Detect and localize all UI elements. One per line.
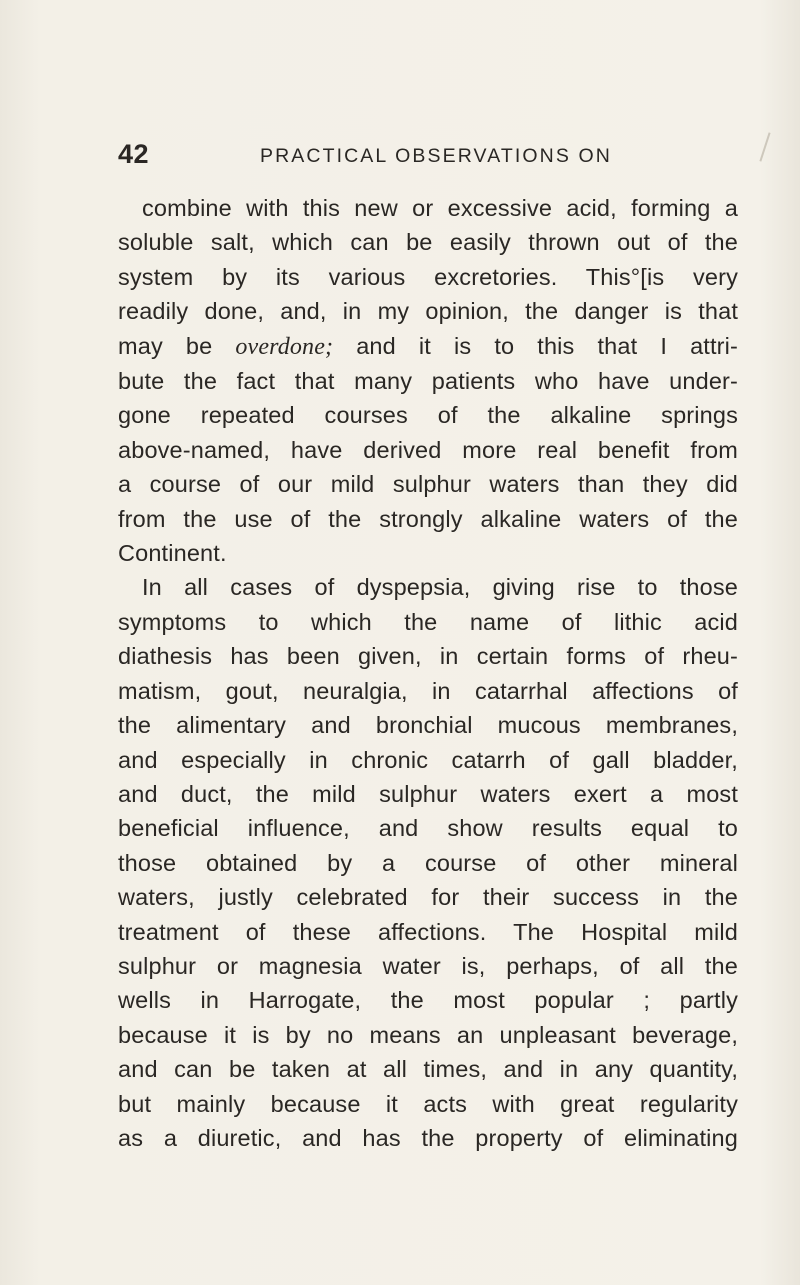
text-line: system by its various excretories. This°[is very [118, 263, 738, 290]
text-line: Continent. [118, 540, 227, 567]
text-line: beneficial influence, and show results equal to [118, 815, 738, 842]
text-segment: may be [118, 332, 236, 359]
italic-phrase: overdone; [235, 333, 334, 360]
text-line: from the use of the strongly alkaline waters of the [118, 505, 738, 532]
page-number: 42 [118, 139, 150, 169]
text-line: bute the fact that many patients who have under- [118, 368, 738, 395]
text-line: but mainly because it acts with great regularity [118, 1090, 738, 1117]
text-line: readily done, and, in my opinion, the danger is that [118, 298, 738, 325]
text-line: as a diuretic, and has the property of eliminating [118, 1124, 738, 1151]
text-line: because it is by no means an unpleasant beverage, [118, 1021, 738, 1048]
text-line: soluble salt, which can be easily thrown out of the [118, 229, 738, 256]
text-line-with-italic [118, 329, 738, 364]
text-line: combine with this new or excessive acid, forming a [142, 195, 738, 221]
text-line: and duct, the mild sulphur waters exert a most [118, 780, 738, 807]
text-line: and especially in chronic catarrh of gall bladder, [118, 746, 738, 773]
text-line: a course of our mild sulphur waters than they did [118, 471, 738, 498]
text-line: matism, gout, neuralgia, in catarrhal affections of [118, 677, 738, 704]
text-line: diathesis has been given, in certain forms of rheu- [118, 643, 738, 670]
text-segment: and it is to this that I attri- [333, 332, 738, 359]
text-line: symptoms to which the name of lithic acid [118, 608, 738, 635]
text-line: the alimentary and bronchial mucous membranes, [118, 712, 738, 739]
margin-mark [759, 132, 770, 161]
text-line: and can be taken at all times, and in any quantity, [118, 1056, 738, 1083]
text-line: waters, justly celebrated for their success in the [118, 884, 738, 911]
page-header [118, 138, 728, 178]
text-line: sulphur or magnesia water is, perhaps, of all the [118, 952, 738, 979]
text-line: above-named, have derived more real benefit from [118, 436, 738, 463]
running-head: PRACTICAL OBSERVATIONS ON [260, 145, 612, 167]
text-line: those obtained by a course of other mineral [118, 849, 738, 876]
text-line: In all cases of dyspepsia, giving rise to those [142, 574, 738, 601]
text-line: gone repeated courses of the alkaline springs [118, 402, 738, 429]
text-line: treatment of these affections. The Hospital mild [118, 918, 738, 945]
body-text [118, 191, 738, 1155]
text-line: wells in Harrogate, the most popular ; partly [118, 987, 738, 1014]
